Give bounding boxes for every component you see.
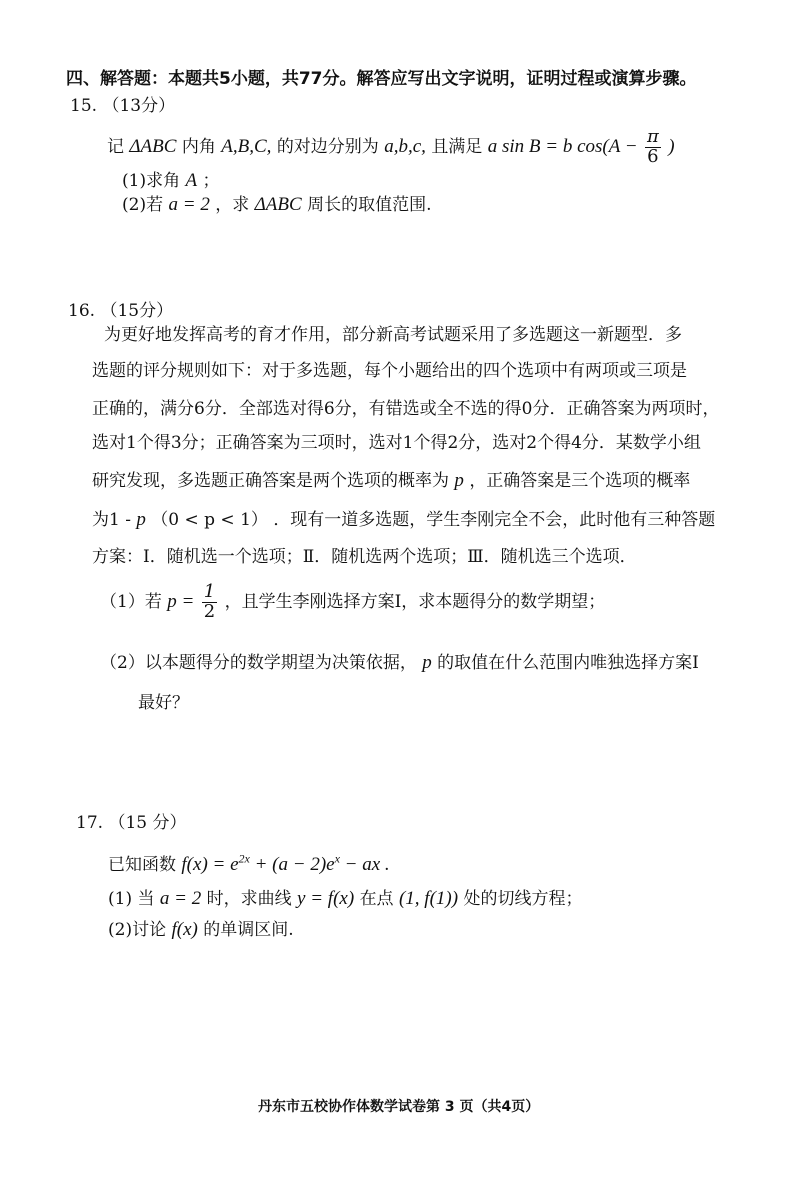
q15-part1-suffix: ； [202, 171, 220, 191]
q17-exp1: 2x [238, 851, 250, 866]
q16-part1-var: p = [167, 590, 195, 612]
q15-part2-suffix: 周长的取值范围. [307, 195, 432, 215]
q15-part2-triangle: ΔABC [254, 194, 302, 215]
q17-stem-prefix: 已知函数 [108, 855, 176, 875]
q15-stem-mid3: 且满足 [431, 136, 483, 157]
q17-part1-point: (1, f(1)) [398, 888, 459, 909]
q15-sides: a,b,c, [384, 135, 426, 157]
q16-part1-suffix: ，且学生李刚选择方案Ⅰ，求本题得分的数学期望； [224, 591, 606, 612]
q17-part1-prefix: (1) 当 [108, 889, 155, 909]
q16-part2-var: p [422, 652, 432, 673]
q16-header: 16. （15分） [68, 301, 174, 321]
q16-line-2: 选题的评分规则如下：对于多选题，每个小题给出的四个选项中有两项或三项是 [92, 361, 687, 381]
q15-fraction [645, 128, 661, 167]
q16-line-5-suffix: ，正确答案是三个选项的概率 [469, 471, 691, 491]
q17-part2 [108, 915, 294, 941]
q16-part1-prefix: （1）若 [100, 591, 162, 612]
q15-part2-math: a = 2 [168, 194, 210, 215]
q16-line-7: 方案：Ⅰ．随机选一个选项；Ⅱ．随机选两个选项；Ⅲ．随机选三个选项． [92, 547, 637, 567]
q17-part2-prefix: (2)讨论 [108, 920, 167, 940]
q16-line-6-prefix: 为1 - [92, 510, 131, 530]
q17-function [181, 851, 390, 875]
q16-line-1: 为更好地发挥高考的育才作用，部分新高考试题采用了多选题这一新题型．多 [104, 325, 682, 345]
q15-part1 [122, 166, 220, 192]
q16-line-5-var: p [454, 470, 464, 491]
q16-part2-prefix: （2）以本题得分的数学期望为决策依据， [100, 653, 417, 673]
q15-triangle: ΔABC [129, 135, 177, 157]
q16-line-3: 正确的，满分6分．全部选对得6分，有错选或全不选的得0分．正确答案为两项时， [92, 399, 720, 419]
q17-exp2: x [334, 851, 340, 866]
q17-part1-curve: y = f(x) [297, 888, 355, 909]
q16-part1 [100, 583, 605, 622]
q17-func-lhs: f(x) = e [181, 854, 239, 875]
q15-stem-prefix: 记 [107, 136, 124, 157]
q15-condition-left: a sin B = b cos(A − [487, 135, 638, 157]
q17-func-rhs: − ax . [339, 854, 390, 875]
q16-line-6-cond: （0 < p < 1） [151, 510, 268, 530]
q16-line-6 [92, 505, 715, 531]
q17-func-mid: + (a − 2)e [249, 854, 335, 875]
page-footer: 丹东市五校协作体数学试卷第 3 页（共4页） [258, 1099, 540, 1115]
q16-line-5 [92, 466, 690, 492]
q15-part1-var: A [185, 170, 198, 191]
q16-part2-line2: 最好？ [138, 693, 189, 713]
q16-line-6-var: p [136, 509, 146, 530]
q15-header: 15. （13分） [70, 96, 176, 116]
section-title: 四、解答题：本题共5小题，共77分。解答应写出文字说明，证明过程或演算步骤。 [66, 69, 697, 89]
q17-part1-mid2: 在点 [359, 889, 394, 909]
q17-part1-mid: 时，求曲线 [206, 889, 292, 909]
q17-header: 17. （15 分） [76, 813, 187, 833]
q16-line-5-text: 研究发现，多选题正确答案是两个选项的概率为 [92, 471, 449, 491]
q17-part1 [108, 884, 582, 910]
q16-part1-fraction [202, 583, 217, 622]
q16-part2 [100, 648, 699, 674]
q15-part2-mid: ，求 [215, 195, 250, 215]
q17-stem [108, 850, 390, 876]
q15-condition-right: ) [668, 135, 675, 157]
q16-part2-suffix: 的取值在什么范围内唯独选择方案Ⅰ [437, 653, 699, 673]
q16-part1-den: 2 [203, 600, 216, 622]
q15-part2-prefix: (2)若 [122, 195, 164, 215]
q17-part2-func: f(x) [171, 919, 198, 940]
q15-part2 [122, 190, 432, 216]
q16-line-6-suffix: ．现有一道多选题，学生李刚完全不会，此时他有三种答题 [273, 510, 716, 530]
q15-angles: A,B,C, [221, 135, 272, 157]
q15-stem-mid2: 的对边分别为 [276, 136, 379, 157]
q17-part2-suffix: 的单调区间. [203, 920, 294, 940]
q15-frac-num: π [646, 126, 659, 147]
q16-line-4: 选对1个得3分；正确答案为三项时，选对1个得2分，选对2个得4分．某数学小组 [92, 433, 701, 453]
q17-part1-cond: a = 2 [159, 888, 202, 909]
q15-stem [107, 128, 675, 167]
q17-part1-suffix: 处的切线方程； [463, 889, 583, 909]
q15-frac-den: 6 [647, 145, 659, 167]
q15-part1-prefix: (1)求角 [122, 171, 181, 191]
q16-part1-num: 1 [203, 581, 216, 602]
q15-stem-mid: 内角 [181, 136, 216, 157]
